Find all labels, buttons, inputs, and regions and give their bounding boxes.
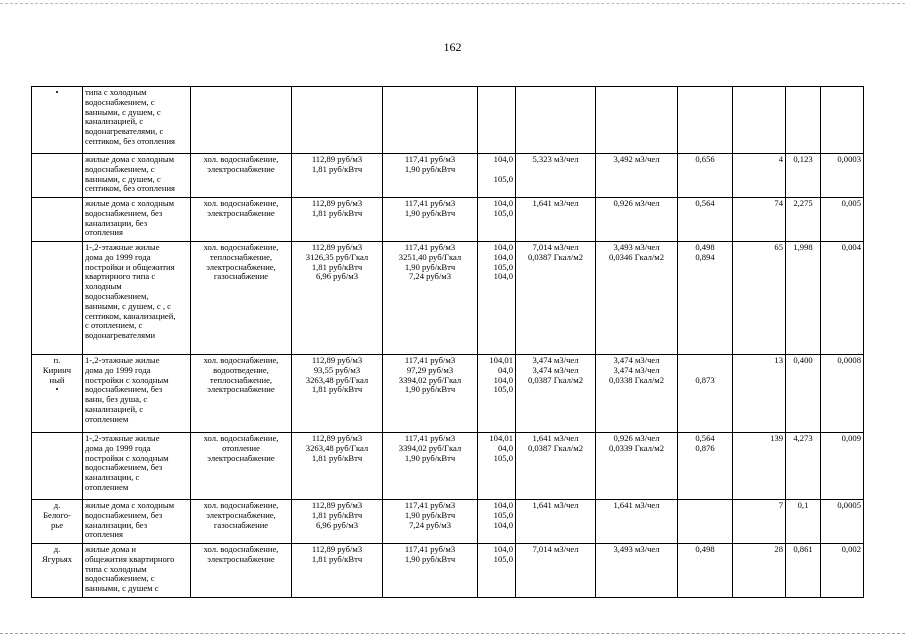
cell-line: ванн, без душа, с — [85, 394, 148, 405]
cell-locality — [32, 87, 83, 154]
cell-line: 3263,48 руб/Гкал — [305, 442, 369, 453]
cell-tariff-new — [383, 500, 478, 544]
cell-line: водоотведение, — [213, 364, 269, 375]
cell-line: газоснабжение — [213, 519, 269, 530]
cell-line: 112,89 руб/м3 — [311, 242, 363, 252]
cell-line: 117,41 руб/м3 — [404, 433, 456, 443]
cell-line: 97,29 руб/м3 — [406, 364, 454, 375]
cell-count: 28 — [733, 544, 786, 598]
cell-line: 0,0346 Гкал/м2 — [608, 251, 665, 262]
cell-locality — [32, 198, 83, 242]
cell-line: ванными, с душем, с — [85, 106, 161, 117]
cell-count: 7 — [733, 500, 786, 544]
cell-tariff-new — [383, 433, 478, 500]
cell-locality — [32, 544, 83, 598]
cell-line: 104,0 — [493, 198, 513, 208]
cell-housing-type — [83, 154, 191, 198]
cell-line: д. — [53, 500, 61, 510]
cell-line: 104,0 — [493, 374, 513, 385]
cell-line: 7,014 м3/чел — [532, 242, 579, 252]
table-row — [32, 154, 864, 198]
cell-index — [478, 242, 516, 355]
cell-line: ванными, с душем, с — [85, 173, 161, 184]
scan-bottom-edge — [0, 633, 905, 634]
cell-line: отопления — [85, 529, 123, 540]
cell-norm-new — [596, 154, 678, 198]
cell-line: жилые дома и — [85, 544, 137, 554]
cell-line: электроснабжение, — [206, 509, 276, 520]
cell-line: Белого- — [43, 509, 71, 520]
cell-line: постройки и общежития — [85, 261, 175, 272]
cell-index — [478, 154, 516, 198]
cell-line: 1-,2-этажные жилые — [85, 433, 160, 443]
cell-line: водоснабжением, без — [85, 207, 163, 218]
cell-line: жилые дома с холодным — [85, 198, 175, 208]
cell-line: постройки с холодным — [85, 374, 169, 385]
cell-line: 3394,02 руб/Гкал — [398, 442, 462, 453]
cell-count: 65 — [733, 242, 786, 355]
cell-line: д. — [53, 544, 61, 554]
cell-line: 1,81 руб/кВтч — [311, 509, 363, 520]
cell-line: электроснабжение — [207, 384, 275, 395]
cell-line: 3,492 м3/чел — [613, 154, 660, 164]
cell-line: 104,0 — [493, 251, 513, 262]
cell-line: 0,894 — [695, 251, 715, 262]
cell-share: 0,0008 — [821, 355, 864, 433]
cell-line: 7,014 м3/чел — [532, 544, 579, 554]
cell-count — [733, 87, 786, 154]
cell-tariff-current — [292, 154, 383, 198]
cell-count: 74 — [733, 198, 786, 242]
cell-line: хол. водоснабжение, — [203, 433, 279, 443]
cell-line: 105,0 — [493, 553, 513, 564]
cell-locality — [32, 154, 83, 198]
cell-services — [191, 242, 292, 355]
cell-services — [191, 154, 292, 198]
cell-line: хол. водоснабжение, — [203, 198, 279, 208]
cell-norm-new — [596, 242, 678, 355]
cell-line: септиком, без отопления — [85, 183, 175, 194]
cell-line: 04,0 — [497, 364, 513, 375]
cell-line: 3,493 м3/чел — [613, 544, 660, 554]
cell-value — [786, 87, 821, 154]
cell-norm-current — [516, 500, 596, 544]
cell-line: 1,81 руб/кВтч — [311, 163, 363, 174]
table-row — [32, 242, 864, 355]
cell-line: 6,96 руб/м3 — [315, 271, 359, 282]
cell-value: 0,123 — [786, 154, 821, 198]
cell-line: 1,641 м3/чел — [532, 500, 579, 510]
cell-share: 0,0005 — [821, 500, 864, 544]
cell-line: 1,81 руб/кВтч — [311, 261, 363, 272]
cell-line: 105,0 — [493, 452, 513, 463]
cell-line: 3,474 м3/чел — [613, 355, 660, 365]
cell-line: общежития квартирного — [85, 553, 175, 564]
cell-share — [821, 87, 864, 154]
cell-line: 3,474 м3/чел — [532, 355, 579, 365]
cell-value: 0,400 — [786, 355, 821, 433]
cell-line: хол. водоснабжение, — [203, 242, 279, 252]
cell-tariff-new — [383, 355, 478, 433]
cell-index — [478, 544, 516, 598]
cell-services — [191, 355, 292, 433]
cell-norm-new — [596, 87, 678, 154]
cell-line: канализацией, с — [85, 403, 144, 414]
cell-line: 3263,48 руб/Гкал — [305, 374, 369, 385]
cell-housing-type — [83, 500, 191, 544]
cell-line: 1,90 руб/кВтч — [404, 163, 456, 174]
cell-coefficient — [678, 87, 733, 154]
cell-coefficient — [678, 355, 733, 433]
cell-norm-new — [596, 500, 678, 544]
cell-coefficient — [678, 544, 733, 598]
cell-line: 117,41 руб/м3 — [404, 242, 456, 252]
cell-line: теплоснабжение, — [209, 374, 273, 385]
cell-line: 3,493 м3/чел — [613, 242, 660, 252]
cell-line: 117,41 руб/м3 — [404, 198, 456, 208]
cell-line: электроснабжение — [207, 553, 275, 564]
cell-line: 104,01 — [489, 433, 513, 443]
cell-line: с отоплением, с — [85, 320, 143, 331]
cell-line: жилые дома с холодным — [85, 500, 175, 510]
cell-tariff-new — [383, 198, 478, 242]
cell-line: септиком, канализацией, — [85, 310, 176, 321]
cell-value: 4,273 — [786, 433, 821, 500]
cell-line: электроснабжение — [207, 207, 275, 218]
cell-line: отопления — [85, 227, 123, 238]
cell-value: 0,861 — [786, 544, 821, 598]
cell-tariff-current — [292, 433, 383, 500]
cell-index — [478, 87, 516, 154]
cell-line: отоплением — [85, 481, 129, 492]
cell-line: ванными, с душем, с , с — [85, 300, 171, 311]
cell-norm-current — [516, 154, 596, 198]
cell-line: 7,24 руб/м3 — [408, 519, 452, 530]
cell-line: 5,323 м3/чел — [532, 154, 579, 164]
cell-line: 1,81 руб/кВтч — [311, 207, 363, 218]
cell-norm-new — [596, 433, 678, 500]
cell-line: электроснабжение — [207, 163, 275, 174]
cell-line: 1,81 руб/кВтч — [311, 553, 363, 564]
cell-line: 0,564 — [695, 198, 715, 208]
cell-norm-current — [516, 433, 596, 500]
cell-line: газоснабжение — [213, 271, 269, 282]
cell-tariff-current — [292, 544, 383, 598]
cell-coefficient — [678, 242, 733, 355]
cell-line: дома до 1999 года — [85, 364, 151, 375]
cell-services — [191, 87, 292, 154]
cell-housing-type — [83, 355, 191, 433]
cell-index — [478, 198, 516, 242]
table-row — [32, 355, 864, 433]
cell-tariff-new — [383, 154, 478, 198]
cell-norm-current — [516, 242, 596, 355]
cell-coefficient — [678, 154, 733, 198]
cell-line: 104,0 — [493, 519, 513, 530]
cell-line: 104,0 — [493, 242, 513, 252]
cell-line: электроснабжение — [207, 452, 275, 463]
cell-line: водоснабжением, с — [85, 96, 155, 107]
cell-line: канализации, без — [85, 217, 148, 228]
cell-housing-type — [83, 544, 191, 598]
cell-norm-current — [516, 87, 596, 154]
cell-line: хол. водоснабжение, — [203, 544, 279, 554]
cell-line: 105,0 — [493, 384, 513, 395]
table-row — [32, 544, 864, 598]
table-row — [32, 198, 864, 242]
cell-line: водоснабжением, с — [85, 573, 155, 584]
cell-line: 7,24 руб/м3 — [408, 271, 452, 282]
cell-line: 112,89 руб/м3 — [311, 355, 363, 365]
cell-line: холодным — [85, 281, 122, 292]
cell-coefficient — [678, 500, 733, 544]
cell-line: жилые дома с холодным — [85, 154, 175, 164]
cell-value: 0,1 — [786, 500, 821, 544]
cell-line: 0,0387 Гкал/м2 — [527, 251, 584, 262]
cell-line: хол. водоснабжение, — [203, 355, 279, 365]
scan-top-edge — [0, 0, 905, 4]
cell-tariff-new — [383, 544, 478, 598]
cell-line: дома до 1999 года — [85, 251, 151, 262]
cell-line: 112,89 руб/м3 — [311, 433, 363, 443]
cell-count: 139 — [733, 433, 786, 500]
cell-tariff-current — [292, 355, 383, 433]
cell-line: 3394,02 руб/Гкал — [398, 374, 462, 385]
cell-line: 105,0 — [493, 173, 513, 184]
cell-line: постройки с холодным — [85, 452, 169, 463]
cell-line: 1,90 руб/кВтч — [404, 509, 456, 520]
cell-line: 1,90 руб/кВтч — [404, 452, 456, 463]
cell-line: типа с холодным — [85, 87, 147, 97]
cell-services — [191, 198, 292, 242]
cell-norm-new — [596, 198, 678, 242]
cell-services — [191, 433, 292, 500]
cell-count: 13 — [733, 355, 786, 433]
cell-line: 112,89 руб/м3 — [311, 500, 363, 510]
cell-line: канализацией, с — [85, 116, 144, 127]
cell-tariff-current — [292, 198, 383, 242]
cell-line: 104,0 — [493, 500, 513, 510]
cell-tariff-current — [292, 242, 383, 355]
cell-line: 0,498 — [695, 544, 715, 554]
cell-line: 1,90 руб/кВтч — [404, 553, 456, 564]
cell-services — [191, 500, 292, 544]
cell-line: водонагревателями, с — [85, 126, 164, 137]
cell-index — [478, 355, 516, 433]
cell-line: 0,0387 Гкал/м2 — [527, 442, 584, 453]
cell-line: • — [55, 87, 59, 97]
cell-count: 4 — [733, 154, 786, 198]
cell-line: квартирного типа с — [85, 271, 156, 282]
cell-tariff-current — [292, 87, 383, 154]
cell-line: 1,90 руб/кВтч — [404, 261, 456, 272]
cell-line: водоснабжением, без — [85, 384, 163, 395]
cell-line: 1,641 м3/чел — [532, 198, 579, 208]
cell-share: 0,004 — [821, 242, 864, 355]
cell-line: п. — [53, 355, 61, 365]
cell-line: 104,0 — [493, 154, 513, 164]
cell-coefficient — [678, 198, 733, 242]
cell-line: канализации, без — [85, 519, 148, 530]
cell-services — [191, 544, 292, 598]
cell-line: 1-,2-этажные жилые — [85, 242, 160, 252]
cell-norm-new — [596, 355, 678, 433]
cell-line: 3126,35 руб/Гкал — [305, 251, 369, 262]
table-row — [32, 500, 864, 544]
cell-line: 1,90 руб/кВтч — [404, 207, 456, 218]
cell-locality — [32, 433, 83, 500]
cell-coefficient — [678, 433, 733, 500]
table-row — [32, 87, 864, 154]
cell-value: 2,275 — [786, 198, 821, 242]
cell-locality — [32, 355, 83, 433]
table-row — [32, 433, 864, 500]
cell-line: 1,641 м3/чел — [532, 433, 579, 443]
cell-line: 112,89 руб/м3 — [311, 544, 363, 554]
cell-line: водоснабжением, — [85, 290, 149, 301]
cell-line: хол. водоснабжение, — [203, 154, 279, 164]
cell-line: водоснабжением, без — [85, 509, 163, 520]
cell-line: 3251,40 руб/Гкал — [398, 251, 462, 262]
cell-line: типа с холодным — [85, 563, 147, 574]
cell-index — [478, 433, 516, 500]
cell-tariff-new — [383, 87, 478, 154]
cell-line: 117,41 руб/м3 — [404, 154, 456, 164]
cell-line: 1,641 м3/чел — [613, 500, 660, 510]
cell-housing-type — [83, 198, 191, 242]
cell-line: Киринч — [42, 364, 72, 375]
cell-line: 0,564 — [695, 433, 715, 443]
cell-line: 104,0 — [493, 544, 513, 554]
cell-line: Ягурьях — [41, 553, 73, 564]
cell-line: 93,55 руб/м3 — [313, 364, 361, 375]
cell-value: 1,998 — [786, 242, 821, 355]
cell-line: канализации, с — [85, 472, 140, 483]
cell-line: 0,926 м3/чел — [613, 433, 660, 443]
cell-norm-current — [516, 355, 596, 433]
cell-line: ванными, с душем с — [85, 583, 159, 594]
cell-line: 6,96 руб/м3 — [315, 519, 359, 530]
cell-line: 117,41 руб/м3 — [404, 500, 456, 510]
cell-line: хол. водоснабжение, — [203, 500, 279, 510]
cell-line: 105,0 — [493, 207, 513, 218]
cell-share: 0,002 — [821, 544, 864, 598]
cell-housing-type — [83, 433, 191, 500]
tariff-table — [31, 86, 864, 598]
cell-line: 04,0 — [497, 442, 513, 453]
cell-index — [478, 500, 516, 544]
cell-line: водонагревателями — [85, 330, 156, 341]
cell-line: 0,498 — [695, 242, 715, 252]
cell-housing-type — [83, 242, 191, 355]
cell-line: отоплением — [85, 413, 129, 424]
cell-line: 0,656 — [695, 154, 715, 164]
cell-line: 104,0 — [493, 271, 513, 282]
cell-line: 3,474 м3/чел — [613, 364, 660, 375]
cell-line: водоснабжением, без — [85, 462, 163, 473]
cell-share: 0,009 — [821, 433, 864, 500]
cell-line: 0,876 — [695, 442, 715, 453]
cell-line: 117,41 руб/м3 — [404, 544, 456, 554]
cell-line: • — [55, 384, 59, 395]
cell-line: 0,0387 Гкал/м2 — [527, 374, 584, 385]
cell-line: 105,0 — [493, 261, 513, 272]
cell-line: дома до 1999 года — [85, 442, 151, 453]
cell-line: электроснабжение, — [206, 261, 276, 272]
cell-line: 3,474 м3/чел — [532, 364, 579, 375]
cell-tariff-new — [383, 242, 478, 355]
cell-line: 0,0339 Гкал/м2 — [608, 442, 665, 453]
cell-share: 0,0003 — [821, 154, 864, 198]
cell-line: 1,81 руб/кВтч — [311, 452, 363, 463]
cell-locality — [32, 500, 83, 544]
cell-line: водоснабжением, с — [85, 163, 155, 174]
cell-line: 1,90 руб/кВтч — [404, 384, 456, 395]
cell-line: 105,0 — [493, 509, 513, 520]
cell-line: ный — [49, 374, 65, 385]
page-number: 162 — [443, 40, 462, 54]
cell-norm-new — [596, 544, 678, 598]
cell-line: отопление — [222, 442, 260, 453]
cell-locality — [32, 242, 83, 355]
cell-norm-current — [516, 544, 596, 598]
cell-line: 0,0338 Гкал/м2 — [608, 374, 665, 385]
cell-line: септиком, без отопления — [85, 135, 175, 146]
cell-tariff-current — [292, 500, 383, 544]
cell-share: 0,005 — [821, 198, 864, 242]
cell-line: 0,926 м3/чел — [613, 198, 660, 208]
cell-line: теплоснабжение, — [209, 251, 273, 262]
cell-line: 0,873 — [695, 374, 715, 385]
cell-line: 1-,2-этажные жилые — [85, 355, 160, 365]
cell-norm-current — [516, 198, 596, 242]
cell-line: 112,89 руб/м3 — [311, 198, 363, 208]
cell-line: 104,01 — [489, 355, 513, 365]
cell-line: рье — [50, 519, 64, 530]
cell-line: 1,81 руб/кВтч — [311, 384, 363, 395]
cell-line: 112,89 руб/м3 — [311, 154, 363, 164]
cell-line: 117,41 руб/м3 — [404, 355, 456, 365]
cell-housing-type — [83, 87, 191, 154]
